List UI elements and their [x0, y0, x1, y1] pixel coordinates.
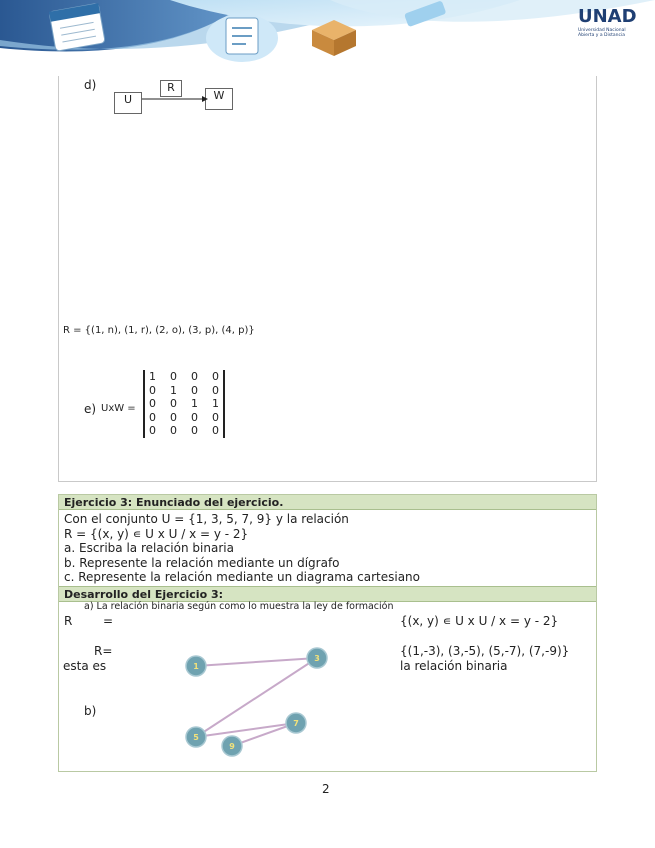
statement-line: Con el conjunto U = {1, 3, 5, 7, 9} y la relación — [64, 512, 349, 526]
matrix-cell: 0 — [191, 383, 198, 397]
graph-node-7 — [286, 713, 306, 733]
r-label: R — [64, 614, 73, 628]
pairs-text: {(1,-3), (3,-5), (5,-7), (7,-9)} — [400, 644, 570, 658]
matrix-row — [149, 411, 219, 425]
matrix-row — [149, 397, 219, 411]
matrix-cell: 0 — [170, 370, 177, 383]
page-number: 2 — [322, 782, 330, 796]
matrix-row — [149, 384, 219, 398]
matrix-cell: 0 — [170, 410, 177, 424]
matrix-cell: 0 — [170, 424, 177, 437]
development-title: Desarrollo del Ejercicio 3: — [59, 587, 596, 602]
rule-text: {(x, y) ∊ U x U / x = y - 2} — [400, 614, 559, 628]
edge-5-7 — [196, 723, 296, 737]
section-e-label: e) — [84, 402, 97, 416]
matrix-cell: 0 — [149, 410, 156, 424]
graph-node-9 — [222, 736, 242, 756]
graph-node-label: 1 — [193, 662, 199, 671]
svg-text:Universidad Nacional: Universidad Nacional — [578, 28, 626, 33]
matrix-row — [149, 424, 219, 438]
equals-sign: = — [103, 614, 114, 628]
r-eq: R= — [94, 644, 113, 658]
header-graphic — [0, 0, 655, 72]
section-d-label: d) — [84, 78, 97, 92]
matrix-cell: 0 — [149, 383, 156, 397]
matrix-cell: 0 — [170, 397, 177, 410]
matrix-row — [149, 370, 219, 384]
statement-line: R = {(x, y) ∊ U x U / x = y - 2} — [64, 526, 249, 541]
esta-es: esta es — [63, 659, 107, 673]
relation-matrix — [143, 370, 225, 438]
matrix-cell: 0 — [149, 424, 156, 437]
graph-node-label: 7 — [293, 719, 299, 728]
matrix-cell: 0 — [191, 370, 198, 383]
arrow-u-w — [140, 92, 210, 104]
node-u-label: U — [123, 93, 133, 106]
matrix-cell: 0 — [212, 424, 219, 437]
node-w-label: W — [213, 89, 225, 102]
svg-text:UNAD: UNAD — [578, 6, 637, 27]
matrix-cell: 1 — [170, 383, 177, 397]
diagram-box — [58, 76, 597, 482]
matrix-cell: 0 — [212, 383, 219, 397]
clipboard-icon — [206, 14, 278, 62]
statement-line: b. Represente la relación mediante un dígrafo — [64, 555, 340, 570]
matrix-cell: 1 — [212, 397, 219, 410]
relation-r: R = {(1, n), (1, r), (2, o), (3, p), (4, p)} — [63, 325, 255, 336]
exercise-title: Ejercicio 3: Enunciado del ejercicio. — [59, 495, 596, 510]
node-r-label: R — [167, 81, 175, 94]
edge-1-3 — [196, 658, 317, 666]
exercise-statement — [59, 510, 596, 587]
matrix-lhs: UxW = — [101, 403, 136, 414]
statement-line: c. Represente la relación mediante un diagrama cartesiano — [64, 570, 420, 584]
graph-node-label: 3 — [314, 654, 320, 663]
node-u — [114, 92, 142, 114]
matrix-cell: 0 — [212, 370, 219, 383]
graph-node-3 — [307, 648, 327, 668]
binary-relation-text: la relación binaria — [400, 659, 508, 673]
matrix-cell: 0 — [149, 397, 156, 410]
matrix-cell: 0 — [191, 424, 198, 437]
part-b-label: b) — [84, 704, 97, 718]
header-banner — [0, 0, 655, 72]
matrix-cell: 1 — [191, 397, 198, 410]
matrix-cell: 1 — [149, 370, 156, 383]
graph-node-5 — [186, 727, 206, 747]
graph-node-label: 9 — [229, 742, 235, 751]
graph-node-1 — [186, 656, 206, 676]
part-a-intro: a) La relación binaria según como lo muestra la ley de formación — [84, 601, 394, 612]
matrix-cell: 0 — [212, 410, 219, 424]
matrix-cell: 0 — [191, 410, 198, 424]
graph-node-label: 5 — [193, 733, 199, 742]
calendar-icon — [49, 3, 105, 51]
digraph — [170, 640, 330, 765]
statement-line: a. Escriba la relación binaria — [64, 541, 234, 555]
svg-text:Abierta y a Distancia: Abierta y a Distancia — [578, 33, 625, 38]
